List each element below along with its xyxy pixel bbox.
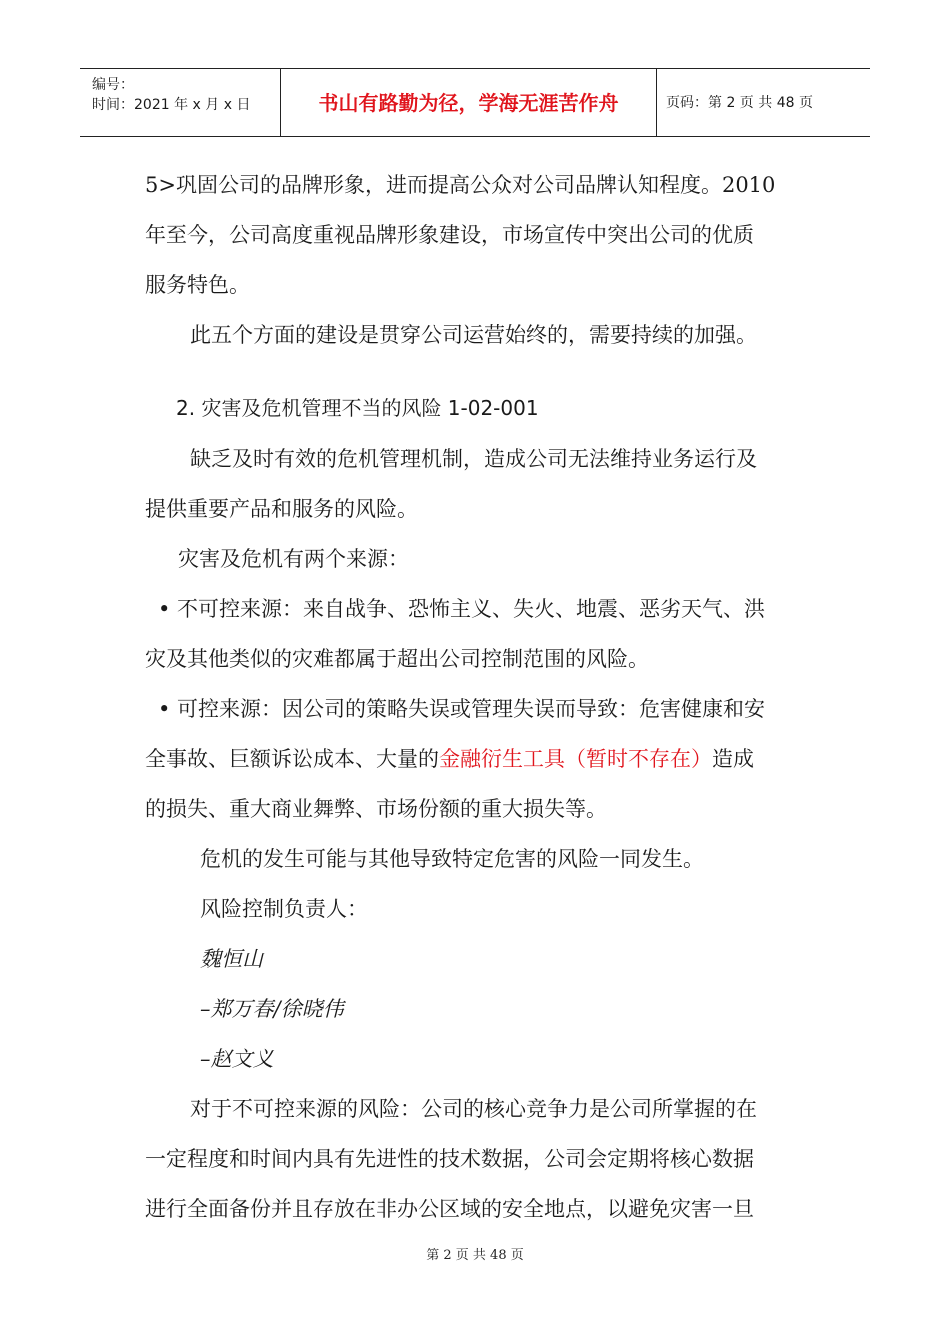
section-heading: 2. 灾害及危机管理不当的风险 1-02-001 — [176, 396, 539, 420]
header-page-info: 页码：第 2 页 共 48 页 — [666, 95, 813, 111]
paragraph-line: 年至今，公司高度重视品牌形象建设，市场宣传中突出公司的优质 — [145, 223, 754, 247]
header-time-label: 时间：2021 年 x 月 x 日 — [92, 97, 251, 113]
header-number-label: 编号： — [92, 77, 134, 93]
paragraph-line: 5>巩固公司的品牌形象，进而提高公众对公司品牌认知程度。2010 — [145, 173, 776, 197]
paragraph-line: 的损失、重大商业舞弊、市场份额的重大损失等。 — [145, 797, 607, 821]
text-run: 造成 — [712, 747, 754, 771]
paragraph-line: 风险控制负责人： — [200, 897, 368, 921]
responsible-person: 魏恒山 — [200, 947, 263, 971]
paragraph-line: 此五个方面的建设是贯穿公司运营始终的，需要持续的加强。 — [190, 323, 757, 347]
page-footer: 第 2 页 共 48 页 — [426, 1248, 524, 1263]
paragraph-line: 一定程度和时间内具有先进性的技术数据，公司会定期将核心数据 — [145, 1147, 754, 1171]
bullet-line: • 可控来源：因公司的策略失误或管理失误而导致：危害健康和安 — [158, 697, 766, 721]
header-divider — [656, 69, 657, 136]
text-run: 全事故、巨额诉讼成本、大量的 — [145, 747, 439, 771]
paragraph-line: 灾害及危机有两个来源： — [178, 547, 409, 571]
highlighted-text: 金融衍生工具（暂时不存在） — [439, 747, 712, 771]
paragraph-line: 服务特色。 — [145, 273, 250, 297]
paragraph-line: 提供重要产品和服务的风险。 — [145, 497, 418, 521]
header-motto: 书山有路勤为径，学海无涯苦作舟 — [318, 91, 619, 115]
paragraph-line: 灾及其他类似的灾难都属于超出公司控制范围的风险。 — [145, 647, 649, 671]
responsible-person: –赵文义 — [200, 1047, 274, 1071]
paragraph-line: 对于不可控来源的风险：公司的核心竞争力是公司所掌握的在 — [190, 1097, 757, 1121]
paragraph-line: 缺乏及时有效的危机管理机制，造成公司无法维持业务运行及 — [190, 447, 757, 471]
responsible-person: –郑万春/徐晓伟 — [200, 997, 344, 1021]
paragraph-line: 进行全面备份并且存放在非办公区域的安全地点，以避免灾害一旦 — [145, 1197, 754, 1221]
header-meta — [92, 75, 250, 115]
paragraph-line: 危机的发生可能与其他导致特定危害的风险一同发生。 — [200, 847, 704, 871]
page-header — [80, 68, 870, 137]
bullet-line: • 不可控来源：来自战争、恐怖主义、失火、地震、恶劣天气、洪 — [158, 597, 766, 621]
paragraph-line — [145, 744, 754, 774]
